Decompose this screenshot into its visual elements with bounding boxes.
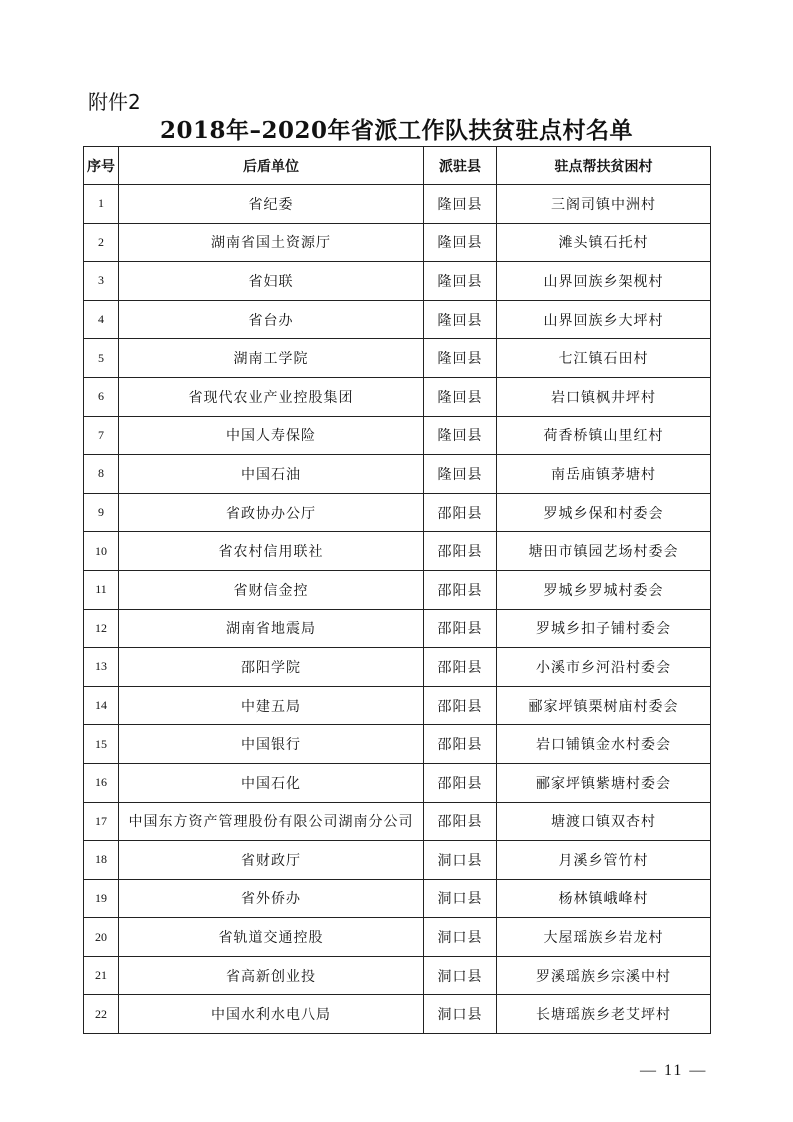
header-county: 派驻县 xyxy=(424,147,497,185)
support-unit: 邵阳学院 xyxy=(119,648,424,687)
table-row xyxy=(84,262,711,301)
support-unit: 省政协办公厅 xyxy=(119,493,424,532)
table-row xyxy=(84,879,711,918)
support-unit: 省高新创业投 xyxy=(119,956,424,995)
table-row xyxy=(84,763,711,802)
table-row xyxy=(84,377,711,416)
table-row xyxy=(84,339,711,378)
table-body xyxy=(84,185,711,1034)
county: 隆回县 xyxy=(424,300,497,339)
county: 隆回县 xyxy=(424,339,497,378)
support-unit: 中国人寿保险 xyxy=(119,416,424,455)
county: 洞口县 xyxy=(424,918,497,957)
row-index: 17 xyxy=(84,802,119,841)
support-unit: 中建五局 xyxy=(119,686,424,725)
support-unit: 省轨道交通控股 xyxy=(119,918,424,957)
village: 长塘瑶族乡老艾坪村 xyxy=(497,995,711,1034)
row-index: 10 xyxy=(84,532,119,571)
row-index: 5 xyxy=(84,339,119,378)
header-index: 序号 xyxy=(84,147,119,185)
table-row xyxy=(84,686,711,725)
header-support-unit: 后盾单位 xyxy=(119,147,424,185)
village: 罗溪瑶族乡宗溪中村 xyxy=(497,956,711,995)
support-unit: 省台办 xyxy=(119,300,424,339)
row-index: 1 xyxy=(84,185,119,224)
support-unit: 中国石油 xyxy=(119,455,424,494)
village: 塘田市镇园艺场村委会 xyxy=(497,532,711,571)
support-unit: 湖南工学院 xyxy=(119,339,424,378)
row-index: 15 xyxy=(84,725,119,764)
support-unit: 湖南省国土资源厅 xyxy=(119,223,424,262)
table-row xyxy=(84,995,711,1034)
village: 荷香桥镇山里红村 xyxy=(497,416,711,455)
county: 洞口县 xyxy=(424,841,497,880)
row-index: 22 xyxy=(84,995,119,1034)
county: 邵阳县 xyxy=(424,493,497,532)
village: 杨林镇峨峰村 xyxy=(497,879,711,918)
village: 小溪市乡河沿村委会 xyxy=(497,648,711,687)
village: 罗城乡扣子铺村委会 xyxy=(497,609,711,648)
county: 隆回县 xyxy=(424,455,497,494)
village: 滩头镇石托村 xyxy=(497,223,711,262)
page-number: — 11 — xyxy=(640,1062,708,1079)
support-unit: 省现代农业产业控股集团 xyxy=(119,377,424,416)
village: 塘渡口镇双杏村 xyxy=(497,802,711,841)
support-unit: 中国东方资产管理股份有限公司湖南分公司 xyxy=(119,802,424,841)
support-unit: 省农村信用联社 xyxy=(119,532,424,571)
table-row xyxy=(84,725,711,764)
attachment-label: 附件2 xyxy=(88,90,141,114)
village: 罗城乡罗城村委会 xyxy=(497,570,711,609)
table-row xyxy=(84,416,711,455)
row-index: 18 xyxy=(84,841,119,880)
row-index: 6 xyxy=(84,377,119,416)
county: 隆回县 xyxy=(424,223,497,262)
table-row xyxy=(84,223,711,262)
county: 邵阳县 xyxy=(424,725,497,764)
village: 岩口铺镇金水村委会 xyxy=(497,725,711,764)
row-index: 21 xyxy=(84,956,119,995)
village: 大屋瑶族乡岩龙村 xyxy=(497,918,711,957)
village: 三阁司镇中洲村 xyxy=(497,185,711,224)
table-row xyxy=(84,455,711,494)
county: 隆回县 xyxy=(424,416,497,455)
row-index: 19 xyxy=(84,879,119,918)
support-unit: 湖南省地震局 xyxy=(119,609,424,648)
village: 山界回族乡架枧村 xyxy=(497,262,711,301)
village: 山界回族乡大坪村 xyxy=(497,300,711,339)
county: 邵阳县 xyxy=(424,570,497,609)
county: 邵阳县 xyxy=(424,609,497,648)
village: 南岳庙镇茅塘村 xyxy=(497,455,711,494)
county: 洞口县 xyxy=(424,956,497,995)
village: 月溪乡管竹村 xyxy=(497,841,711,880)
support-unit: 中国银行 xyxy=(119,725,424,764)
table-row xyxy=(84,956,711,995)
village: 七江镇石田村 xyxy=(497,339,711,378)
county: 邵阳县 xyxy=(424,648,497,687)
table-row xyxy=(84,802,711,841)
support-unit: 省妇联 xyxy=(119,262,424,301)
county: 邵阳县 xyxy=(424,686,497,725)
support-unit: 省财政厅 xyxy=(119,841,424,880)
county: 隆回县 xyxy=(424,377,497,416)
row-index: 7 xyxy=(84,416,119,455)
village-list-table xyxy=(83,146,711,1034)
table-row xyxy=(84,493,711,532)
support-unit: 中国水利水电八局 xyxy=(119,995,424,1034)
row-index: 16 xyxy=(84,763,119,802)
document-title: 2018年–2020年省派工作队扶贫驻点村名单 xyxy=(159,117,634,144)
table-row xyxy=(84,841,711,880)
county: 洞口县 xyxy=(424,995,497,1034)
county: 邵阳县 xyxy=(424,763,497,802)
village: 岩口镇枫井坪村 xyxy=(497,377,711,416)
support-unit: 中国石化 xyxy=(119,763,424,802)
county: 隆回县 xyxy=(424,185,497,224)
header-village: 驻点帮扶贫困村 xyxy=(497,147,711,185)
table-row xyxy=(84,185,711,224)
table-row xyxy=(84,918,711,957)
table-row xyxy=(84,532,711,571)
row-index: 13 xyxy=(84,648,119,687)
row-index: 3 xyxy=(84,262,119,301)
row-index: 14 xyxy=(84,686,119,725)
village: 郦家坪镇栗树庙村委会 xyxy=(497,686,711,725)
village: 郦家坪镇紫塘村委会 xyxy=(497,763,711,802)
county: 隆回县 xyxy=(424,262,497,301)
village: 罗城乡保和村委会 xyxy=(497,493,711,532)
table-row xyxy=(84,570,711,609)
support-unit: 省外侨办 xyxy=(119,879,424,918)
county: 洞口县 xyxy=(424,879,497,918)
table-header-row xyxy=(84,147,711,185)
support-unit: 省财信金控 xyxy=(119,570,424,609)
support-unit: 省纪委 xyxy=(119,185,424,224)
row-index: 8 xyxy=(84,455,119,494)
row-index: 12 xyxy=(84,609,119,648)
table-row xyxy=(84,300,711,339)
county: 邵阳县 xyxy=(424,802,497,841)
row-index: 9 xyxy=(84,493,119,532)
row-index: 2 xyxy=(84,223,119,262)
county: 邵阳县 xyxy=(424,532,497,571)
row-index: 11 xyxy=(84,570,119,609)
table-row xyxy=(84,648,711,687)
row-index: 20 xyxy=(84,918,119,957)
row-index: 4 xyxy=(84,300,119,339)
table-row xyxy=(84,609,711,648)
